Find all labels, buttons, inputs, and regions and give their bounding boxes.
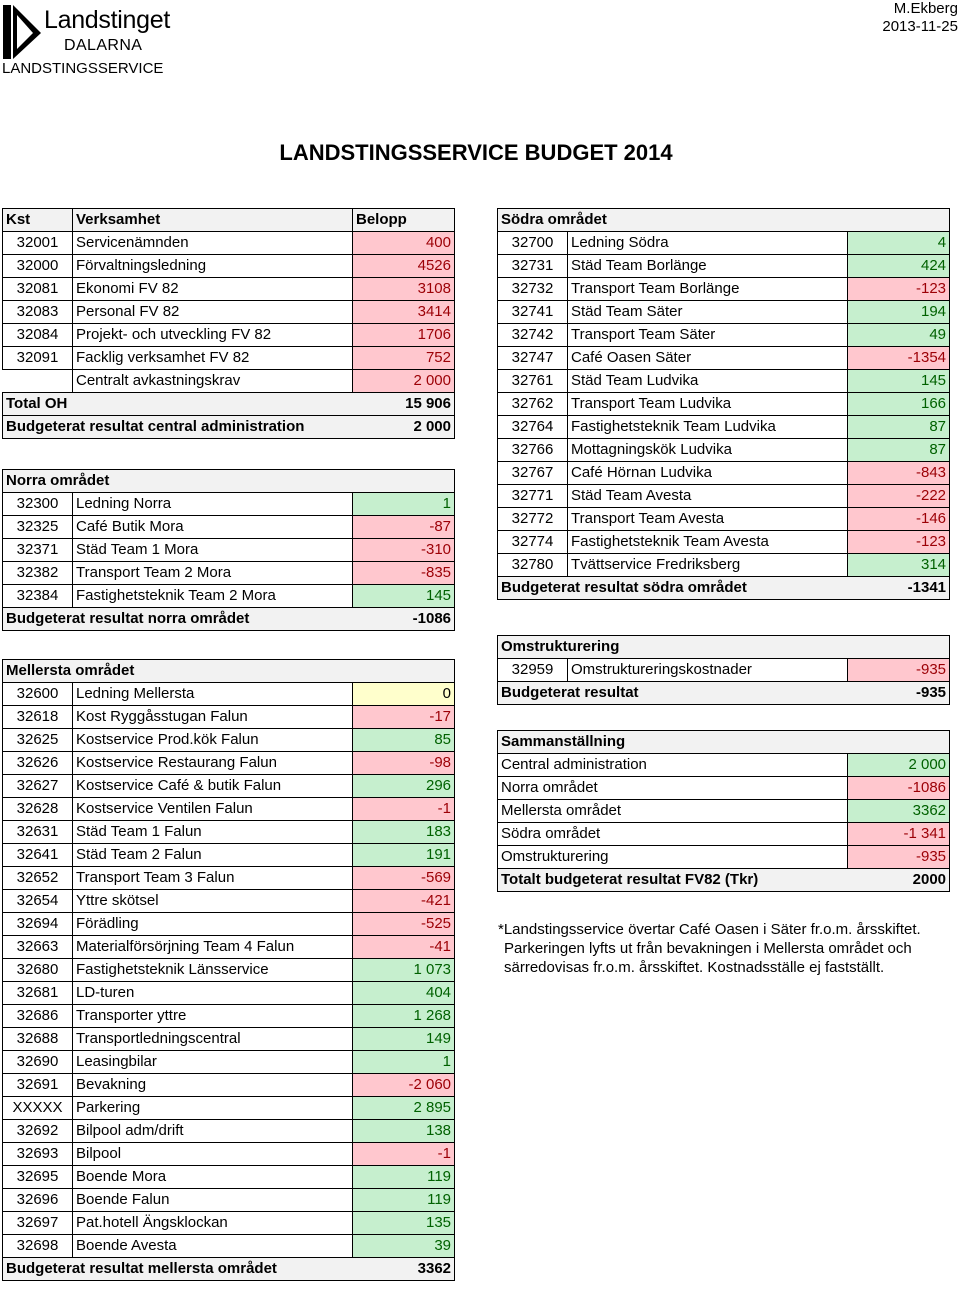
kst-cell: 32731 (498, 255, 568, 278)
mellersta-result-value: 3362 (353, 1258, 455, 1281)
verksamhet-cell: Städ Team 1 Falun (73, 821, 353, 844)
kst-cell: 32654 (3, 890, 73, 913)
kst-cell: 32627 (3, 775, 73, 798)
table-row (498, 324, 950, 347)
verksamhet-cell: Förvaltningsledning (73, 255, 353, 278)
kst-cell: 32628 (3, 798, 73, 821)
verksamhet-cell: Städ Team Avesta (568, 485, 848, 508)
table-row (3, 752, 455, 775)
mellersta-result-row (3, 1258, 455, 1281)
verksamhet-cell: Fastighetsteknik Team Ludvika (568, 416, 848, 439)
footnote-line: Parkeringen lyfts ut från bevakningen i Mellersta området och (504, 940, 912, 957)
verksamhet-cell: Yttre skötsel (73, 890, 353, 913)
kst-cell: 32600 (3, 683, 73, 706)
norra-result-value: -1086 (353, 608, 455, 631)
logo-service: LANDSTINGSSERVICE (2, 60, 164, 77)
belopp-cell: 194 (848, 301, 950, 324)
kst-cell: XXXXX (3, 1097, 73, 1120)
sammanstallning-table (497, 730, 950, 892)
verksamhet-cell: Parkering (73, 1097, 353, 1120)
verksamhet-cell: Transportledningscentral (73, 1028, 353, 1051)
belopp-cell: -87 (353, 516, 455, 539)
sodra-title: Södra området (498, 209, 950, 232)
belopp-cell: 2 000 (353, 370, 455, 393)
mellersta-table (2, 659, 455, 1281)
footnote (498, 920, 958, 977)
table-row (498, 659, 950, 682)
header-belopp: Belopp (353, 209, 455, 232)
verksamhet-cell: Personal FV 82 (73, 301, 353, 324)
belopp-cell: 191 (353, 844, 455, 867)
footnote-line: *Landstingsservice övertar Café Oasen i Säter fr.o.m. årsskiftet. (498, 921, 921, 938)
kst-cell: 32762 (498, 393, 568, 416)
kst-cell: 32774 (498, 531, 568, 554)
kst-cell: 32695 (3, 1166, 73, 1189)
kst-cell: 32696 (3, 1189, 73, 1212)
central-admin-table (2, 208, 455, 439)
kst-cell (3, 370, 73, 393)
belopp-cell: -525 (353, 913, 455, 936)
belopp-cell: 1 268 (353, 1005, 455, 1028)
verksamhet-cell: Projekt- och utveckling FV 82 (73, 324, 353, 347)
summary-value-cell: -1 341 (848, 823, 950, 846)
belopp-cell: -1 (353, 798, 455, 821)
table-row (3, 867, 455, 890)
table-row (3, 1097, 455, 1120)
belopp-cell: 0 (353, 683, 455, 706)
table-row (498, 531, 950, 554)
belopp-cell: -123 (848, 278, 950, 301)
table-row (498, 232, 950, 255)
kst-cell: 32384 (3, 585, 73, 608)
belopp-cell: 87 (848, 439, 950, 462)
logo-region: DALARNA (64, 37, 143, 54)
table-row (3, 959, 455, 982)
verksamhet-cell: Städ Team 1 Mora (73, 539, 353, 562)
kst-cell: 32767 (498, 462, 568, 485)
norra-table (2, 469, 455, 631)
table-row (498, 777, 950, 800)
omstrukturering-title: Omstrukturering (498, 636, 950, 659)
table-row (3, 798, 455, 821)
kst-cell: 32764 (498, 416, 568, 439)
verksamhet-cell: Transport Team Ludvika (568, 393, 848, 416)
table-row (498, 278, 950, 301)
sammanstallning-total-row (498, 869, 950, 892)
kst-cell: 32732 (498, 278, 568, 301)
omstrukturering-result-value: -935 (848, 682, 950, 705)
verksamhet-cell: Mottagningskök Ludvika (568, 439, 848, 462)
table-row (3, 1005, 455, 1028)
kst-cell: 32652 (3, 867, 73, 890)
belopp-cell: 424 (848, 255, 950, 278)
belopp-cell: -1 (353, 1143, 455, 1166)
sammanstallning-total-label: Totalt budgeterat resultat FV82 (Tkr) (498, 869, 848, 892)
landstinget-logo-icon (3, 3, 43, 61)
kst-cell: 32690 (3, 1051, 73, 1074)
verksamhet-cell: Café Oasen Säter (568, 347, 848, 370)
belopp-cell: 1 073 (353, 959, 455, 982)
verksamhet-cell: Bevakning (73, 1074, 353, 1097)
verksamhet-cell: LD-turen (73, 982, 353, 1005)
sodra-result-row (498, 577, 950, 600)
belopp-cell: -146 (848, 508, 950, 531)
norra-title: Norra området (3, 470, 455, 493)
sodra-result-label: Budgeterat resultat södra området (498, 577, 848, 600)
verksamhet-cell: Boende Mora (73, 1166, 353, 1189)
summary-value-cell: 2 000 (848, 754, 950, 777)
table-row (498, 508, 950, 531)
table-row (3, 516, 455, 539)
kst-cell: 32697 (3, 1212, 73, 1235)
table-row (3, 982, 455, 1005)
belopp-cell: -843 (848, 462, 950, 485)
belopp-cell: -310 (353, 539, 455, 562)
belopp-cell: -935 (848, 659, 950, 682)
footnote-line: särredovisas fr.o.m. årsskiftet. Kostnadsställe ej fastställt. (504, 959, 885, 976)
kst-cell: 32741 (498, 301, 568, 324)
verksamhet-cell: Fastighetsteknik Team Avesta (568, 531, 848, 554)
kst-cell: 32691 (3, 1074, 73, 1097)
table-row (3, 1120, 455, 1143)
kst-cell: 32631 (3, 821, 73, 844)
verksamhet-cell: Kostservice Café & butik Falun (73, 775, 353, 798)
kst-cell: 32300 (3, 493, 73, 516)
verksamhet-cell: Förädling (73, 913, 353, 936)
belopp-cell: 149 (353, 1028, 455, 1051)
omstrukturering-result-label: Budgeterat resultat (498, 682, 848, 705)
kst-cell: 32747 (498, 347, 568, 370)
kst-cell: 32626 (3, 752, 73, 775)
table-row (3, 890, 455, 913)
belopp-cell: 39 (353, 1235, 455, 1258)
verksamhet-cell: Centralt avkastningskrav (73, 370, 353, 393)
verksamhet-cell: Transport Team Säter (568, 324, 848, 347)
table-row (3, 1235, 455, 1258)
mellersta-title: Mellersta området (3, 660, 455, 683)
central-result-value: 2 000 (353, 416, 455, 439)
landstinget-logo (0, 0, 180, 80)
kst-cell: 32742 (498, 324, 568, 347)
table-row (3, 539, 455, 562)
verksamhet-cell: Kost Ryggåsstugan Falun (73, 706, 353, 729)
central-result-label: Budgeterat resultat central administration (3, 416, 353, 439)
table-row (498, 416, 950, 439)
table-row (3, 683, 455, 706)
logo-name: Landstinget (44, 6, 170, 34)
verksamhet-cell: Transport Team Borlänge (568, 278, 848, 301)
table-row (498, 370, 950, 393)
verksamhet-cell: Transport Team Avesta (568, 508, 848, 531)
verksamhet-cell: Materialförsörjning Team 4 Falun (73, 936, 353, 959)
belopp-cell: -835 (353, 562, 455, 585)
table-row (498, 754, 950, 777)
table-row (3, 493, 455, 516)
belopp-cell: 85 (353, 729, 455, 752)
belopp-cell: -421 (353, 890, 455, 913)
verksamhet-cell: Fastighetsteknik Team 2 Mora (73, 585, 353, 608)
kst-cell: 32700 (498, 232, 568, 255)
belopp-cell: 183 (353, 821, 455, 844)
kst-cell: 32680 (3, 959, 73, 982)
kst-cell: 32686 (3, 1005, 73, 1028)
table-row (498, 485, 950, 508)
verksamhet-cell: Städ Team Säter (568, 301, 848, 324)
kst-cell: 32681 (3, 982, 73, 1005)
sammanstallning-title: Sammanställning (498, 731, 950, 754)
verksamhet-cell: Transporter yttre (73, 1005, 353, 1028)
total-oh-label: Total OH (3, 393, 353, 416)
header-verksamhet: Verksamhet (73, 209, 353, 232)
kst-cell: 32698 (3, 1235, 73, 1258)
table-row (3, 775, 455, 798)
kst-cell: 32688 (3, 1028, 73, 1051)
belopp-cell: -569 (353, 867, 455, 890)
belopp-cell: 296 (353, 775, 455, 798)
table-row (498, 823, 950, 846)
table-row (3, 1166, 455, 1189)
kst-cell: 32625 (3, 729, 73, 752)
belopp-cell: -2 060 (353, 1074, 455, 1097)
omstrukturering-result-row (498, 682, 950, 705)
verksamhet-cell: Kostservice Ventilen Falun (73, 798, 353, 821)
table-row (3, 347, 455, 370)
mellersta-result-label: Budgeterat resultat mellersta området (3, 1258, 353, 1281)
kst-cell: 32766 (498, 439, 568, 462)
verksamhet-cell: Ledning Mellersta (73, 683, 353, 706)
table-row (498, 301, 950, 324)
table-row (3, 913, 455, 936)
summary-label-cell: Norra området (498, 777, 848, 800)
kst-cell: 32959 (498, 659, 568, 682)
summary-label-cell: Central administration (498, 754, 848, 777)
section-header-row (498, 636, 950, 659)
verksamhet-cell: Städ Team 2 Falun (73, 844, 353, 867)
section-header-row (3, 470, 455, 493)
section-header-row (3, 660, 455, 683)
verksamhet-cell: Café Hörnan Ludvika (568, 462, 848, 485)
verksamhet-cell: Omstruktureringskostnader (568, 659, 848, 682)
verksamhet-cell: Ledning Norra (73, 493, 353, 516)
kst-cell: 32325 (3, 516, 73, 539)
verksamhet-cell: Transport Team 2 Mora (73, 562, 353, 585)
central-result-row (3, 416, 455, 439)
belopp-cell: 400 (353, 232, 455, 255)
belopp-cell: 87 (848, 416, 950, 439)
table-row (3, 706, 455, 729)
belopp-cell: 145 (353, 585, 455, 608)
table-row (498, 800, 950, 823)
verksamhet-cell: Servicenämnden (73, 232, 353, 255)
kst-cell: 32771 (498, 485, 568, 508)
belopp-cell: 3108 (353, 278, 455, 301)
belopp-cell: -98 (353, 752, 455, 775)
table-row (498, 846, 950, 869)
belopp-cell: -222 (848, 485, 950, 508)
verksamhet-cell: Ekonomi FV 82 (73, 278, 353, 301)
belopp-cell: 138 (353, 1120, 455, 1143)
verksamhet-cell: Tvättservice Fredriksberg (568, 554, 848, 577)
page-title: LANDSTINGSSERVICE BUDGET 2014 (279, 140, 673, 165)
kst-cell: 32693 (3, 1143, 73, 1166)
section-header-row (498, 731, 950, 754)
belopp-cell: -1354 (848, 347, 950, 370)
belopp-cell: -17 (353, 706, 455, 729)
belopp-cell: 3414 (353, 301, 455, 324)
author: M.Ekberg (893, 0, 958, 17)
belopp-cell: 119 (353, 1189, 455, 1212)
belopp-cell: 166 (848, 393, 950, 416)
kst-cell: 32772 (498, 508, 568, 531)
belopp-cell: 752 (353, 347, 455, 370)
table-row (3, 324, 455, 347)
table-row (3, 370, 455, 393)
kst-cell: 32692 (3, 1120, 73, 1143)
table-row (3, 255, 455, 278)
kst-cell: 32663 (3, 936, 73, 959)
summary-label-cell: Omstrukturering (498, 846, 848, 869)
table-row (3, 1074, 455, 1097)
verksamhet-cell: Pat.hotell Ängsklockan (73, 1212, 353, 1235)
verksamhet-cell: Boende Avesta (73, 1235, 353, 1258)
belopp-cell: 1 (353, 1051, 455, 1074)
date: 2013-11-25 (882, 18, 958, 35)
table-row (3, 1028, 455, 1051)
table-row (3, 821, 455, 844)
kst-cell: 32001 (3, 232, 73, 255)
verksamhet-cell: Transport Team 3 Falun (73, 867, 353, 890)
table-row (3, 278, 455, 301)
table-row (3, 1143, 455, 1166)
document-meta (882, 0, 958, 36)
sodra-table (497, 208, 950, 600)
sodra-result-value: -1341 (848, 577, 950, 600)
table-row (3, 1212, 455, 1235)
kst-cell: 32083 (3, 301, 73, 324)
table-row (498, 462, 950, 485)
total-oh-row (3, 393, 455, 416)
kst-cell: 32371 (3, 539, 73, 562)
norra-result-row (3, 608, 455, 631)
kst-cell: 32081 (3, 278, 73, 301)
table-row (3, 232, 455, 255)
belopp-cell: -41 (353, 936, 455, 959)
total-oh-value: 15 906 (353, 393, 455, 416)
table-row (3, 1051, 455, 1074)
table-row (498, 439, 950, 462)
belopp-cell: 314 (848, 554, 950, 577)
kst-cell: 32618 (3, 706, 73, 729)
belopp-cell: 1706 (353, 324, 455, 347)
verksamhet-cell: Café Butik Mora (73, 516, 353, 539)
table-row (3, 585, 455, 608)
kst-cell: 32000 (3, 255, 73, 278)
verksamhet-cell: Boende Falun (73, 1189, 353, 1212)
table-row (3, 936, 455, 959)
verksamhet-cell: Fastighetsteknik Länsservice (73, 959, 353, 982)
belopp-cell: 49 (848, 324, 950, 347)
verksamhet-cell: Bilpool (73, 1143, 353, 1166)
belopp-cell: -123 (848, 531, 950, 554)
summary-value-cell: -935 (848, 846, 950, 869)
table-row (498, 255, 950, 278)
verksamhet-cell: Leasingbilar (73, 1051, 353, 1074)
verksamhet-cell: Bilpool adm/drift (73, 1120, 353, 1143)
table-row (498, 393, 950, 416)
belopp-cell: 4526 (353, 255, 455, 278)
table-row (3, 729, 455, 752)
table-row (498, 554, 950, 577)
verksamhet-cell: Städ Team Ludvika (568, 370, 848, 393)
kst-cell: 32091 (3, 347, 73, 370)
verksamhet-cell: Facklig verksamhet FV 82 (73, 347, 353, 370)
table-row (3, 1189, 455, 1212)
belopp-cell: 135 (353, 1212, 455, 1235)
summary-label-cell: Mellersta området (498, 800, 848, 823)
belopp-cell: 2 895 (353, 1097, 455, 1120)
kst-cell: 32761 (498, 370, 568, 393)
kst-cell: 32084 (3, 324, 73, 347)
table-row (3, 844, 455, 867)
summary-value-cell: 3362 (848, 800, 950, 823)
verksamhet-cell: Städ Team Borlänge (568, 255, 848, 278)
verksamhet-cell: Kostservice Restaurang Falun (73, 752, 353, 775)
belopp-cell: 1 (353, 493, 455, 516)
belopp-cell: 145 (848, 370, 950, 393)
kst-cell: 32382 (3, 562, 73, 585)
header-kst: Kst (3, 209, 73, 232)
omstrukturering-table (497, 635, 950, 705)
sammanstallning-total-value: 2000 (848, 869, 950, 892)
verksamhet-cell: Ledning Södra (568, 232, 848, 255)
belopp-cell: 119 (353, 1166, 455, 1189)
summary-value-cell: -1086 (848, 777, 950, 800)
summary-label-cell: Södra området (498, 823, 848, 846)
table-row (498, 347, 950, 370)
table-row (3, 562, 455, 585)
belopp-cell: 4 (848, 232, 950, 255)
section-header-row (498, 209, 950, 232)
table-row (3, 301, 455, 324)
verksamhet-cell: Kostservice Prod.kök Falun (73, 729, 353, 752)
norra-result-label: Budgeterat resultat norra området (3, 608, 353, 631)
kst-cell: 32694 (3, 913, 73, 936)
belopp-cell: 404 (353, 982, 455, 1005)
kst-cell: 32641 (3, 844, 73, 867)
table-header-row (3, 209, 455, 232)
kst-cell: 32780 (498, 554, 568, 577)
